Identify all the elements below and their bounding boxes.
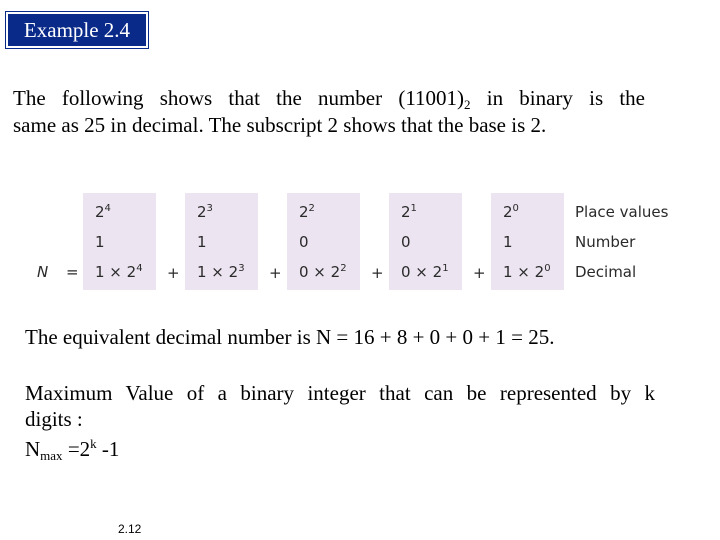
formula-subscript: max — [40, 448, 63, 463]
intro-line-2: same as 25 in decimal. The subscript 2 shows that the base is 2. — [13, 113, 547, 137]
place-value: $2^4$ — [95, 203, 111, 221]
formula-superscript: k — [90, 436, 97, 451]
decimal-term: $1 \times 2^3$ — [197, 263, 245, 281]
max-value-formula — [25, 437, 119, 462]
formula-mid: =2 — [62, 437, 91, 461]
row-label-place-values: Place values — [575, 203, 669, 221]
max-value-line-1: Maximum Value of a binary integer that can be represented by k — [25, 381, 655, 405]
place-value: $2^1$ — [401, 203, 417, 221]
plus-sign: + — [473, 264, 486, 282]
max-value-line-2: digits : — [25, 407, 83, 431]
place-value: $2^0$ — [503, 203, 519, 221]
place-value: $2^2$ — [299, 203, 315, 221]
place-value: $2^3$ — [197, 203, 213, 221]
place-column-1 — [83, 193, 156, 290]
plus-sign: + — [167, 264, 180, 282]
plus-sign: + — [371, 264, 384, 282]
intro-line-1-pre: The following shows that the number (11001) — [13, 86, 465, 110]
decimal-term: $0 \times 2^2$ — [299, 263, 347, 281]
decimal-term: $1 \times 2^4$ — [95, 263, 143, 281]
equivalent-decimal-text: The equivalent decimal number is N = 16 + 8 + 0 + 0 + 1 = 25. — [25, 325, 555, 349]
n-variable: N — [37, 263, 49, 281]
decimal-term: $0 \times 2^1$ — [401, 263, 449, 281]
formula-base: N — [25, 437, 41, 461]
plus-sign: + — [269, 264, 282, 282]
formula-post: -1 — [96, 437, 120, 461]
page-number: 2.12 — [118, 522, 142, 536]
place-column-2 — [185, 193, 258, 290]
equals-sign: = — [66, 263, 79, 281]
place-column-5 — [491, 193, 564, 290]
binary-digit: 1 — [503, 233, 513, 251]
binary-digit: 0 — [299, 233, 309, 251]
slide-title-text: Example 2.4 — [23, 17, 131, 42]
intro-line-1-post: in binary is the — [470, 86, 645, 110]
binary-digit: 1 — [95, 233, 105, 251]
max-value-paragraph — [25, 380, 655, 432]
decimal-term: $1 \times 2^0$ — [503, 263, 551, 281]
binary-digit: 1 — [197, 233, 207, 251]
place-column-3 — [287, 193, 360, 290]
place-column-4 — [389, 193, 462, 290]
binary-digit: 0 — [401, 233, 411, 251]
row-label-number: Number — [575, 233, 636, 251]
intro-subscript: 2 — [464, 97, 471, 112]
row-label-decimal: Decimal — [575, 263, 637, 281]
